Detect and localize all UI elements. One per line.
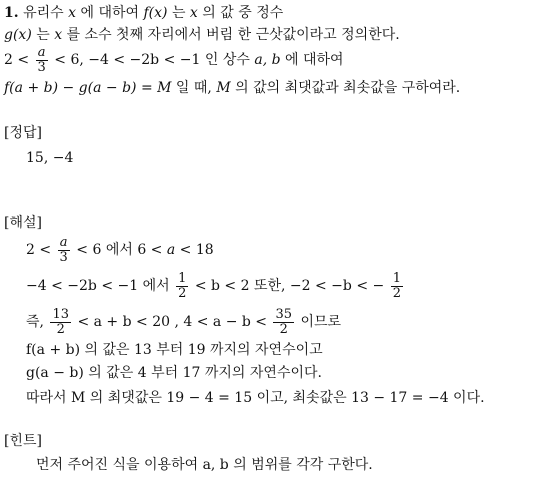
problem-line-2 (4, 26, 400, 44)
denominator: 3 (59, 249, 68, 265)
math-text: < 6, −4 < −2b < −1 인 상수 (54, 52, 250, 68)
math-var: a (166, 242, 176, 258)
text: 에 대하여 (285, 52, 344, 68)
solution-line-2 (26, 270, 405, 302)
math-expr: g(x) (4, 27, 32, 43)
fraction (58, 236, 70, 265)
text: 에 대하여 (80, 5, 140, 21)
text: 를 소수 첫째 자리에서 버림 한 근삿값이라고 정의한다. (66, 27, 400, 43)
denominator: 2 (178, 285, 187, 301)
hint-text: 먼저 주어진 식을 이용하여 a, b 의 범위를 각각 구한다. (36, 457, 373, 473)
problem-line-1 (4, 4, 283, 22)
solution-line-1 (26, 234, 214, 266)
text: 즉, (26, 314, 44, 330)
math-text: < 6 에서 6 < (76, 242, 163, 258)
math-equation: f(a + b) − g(a − b) = M (4, 80, 172, 96)
text: 는 (36, 27, 50, 43)
numerator: 1 (178, 270, 187, 286)
denominator: 2 (56, 321, 65, 337)
math-text: 2 < (4, 52, 30, 68)
solution-line-3 (26, 306, 341, 338)
solution-line-6: 따라서 M 의 최댓값은 19 − 4 = 15 이고, 최솟값은 13 − 17 = −4 이다. (26, 390, 485, 406)
text: 유리수 (23, 5, 64, 21)
denominator: 3 (37, 59, 46, 75)
text: 의 값의 최댓값과 최솟값을 구하여라. (235, 80, 461, 96)
math-var: x (189, 5, 198, 21)
numerator: a (37, 44, 46, 60)
problem-number: 1. (4, 5, 19, 21)
math-text: −4 < −2b < −1 에서 (26, 278, 170, 294)
text: 는 (171, 5, 186, 21)
math-vars: a, b (254, 52, 281, 68)
solution-header: [해설] (4, 215, 42, 231)
fraction (36, 46, 48, 75)
math-text: < b < 2 또한, −2 < −b < − (194, 278, 385, 294)
solution-line-4: f(a + b) 의 값은 13 부터 19 까지의 자연수이고 (26, 342, 323, 358)
fraction (273, 308, 294, 337)
numerator: 35 (275, 306, 293, 322)
math-var: M (216, 80, 231, 96)
math-text: < 18 (179, 242, 214, 258)
text: 의 값 중 정수 (202, 5, 284, 21)
math-text: < a + b < 20 , 4 < a − b < (77, 314, 268, 330)
math-var: x (68, 5, 77, 21)
hint-header: [힌트] (4, 433, 42, 449)
numerator: 1 (392, 270, 401, 286)
denominator: 2 (392, 285, 401, 301)
numerator: 13 (52, 306, 69, 322)
text: 이므로 (300, 314, 342, 330)
math-text: 2 < (26, 242, 52, 258)
numerator: a (59, 234, 68, 250)
math-expr: f(x) (143, 5, 168, 21)
text: 일 때, (175, 80, 212, 96)
problem-line-4 (4, 79, 460, 97)
problem-line-3 (4, 44, 344, 76)
answer-value: 15, −4 (26, 150, 74, 166)
fraction (50, 308, 71, 337)
fraction (391, 272, 403, 301)
solution-line-5: g(a − b) 의 값은 4 부터 17 까지의 자연수이다. (26, 365, 322, 381)
fraction (176, 272, 188, 301)
math-var: x (54, 27, 63, 43)
answer-header: [정답] (4, 125, 42, 141)
denominator: 2 (279, 321, 288, 337)
